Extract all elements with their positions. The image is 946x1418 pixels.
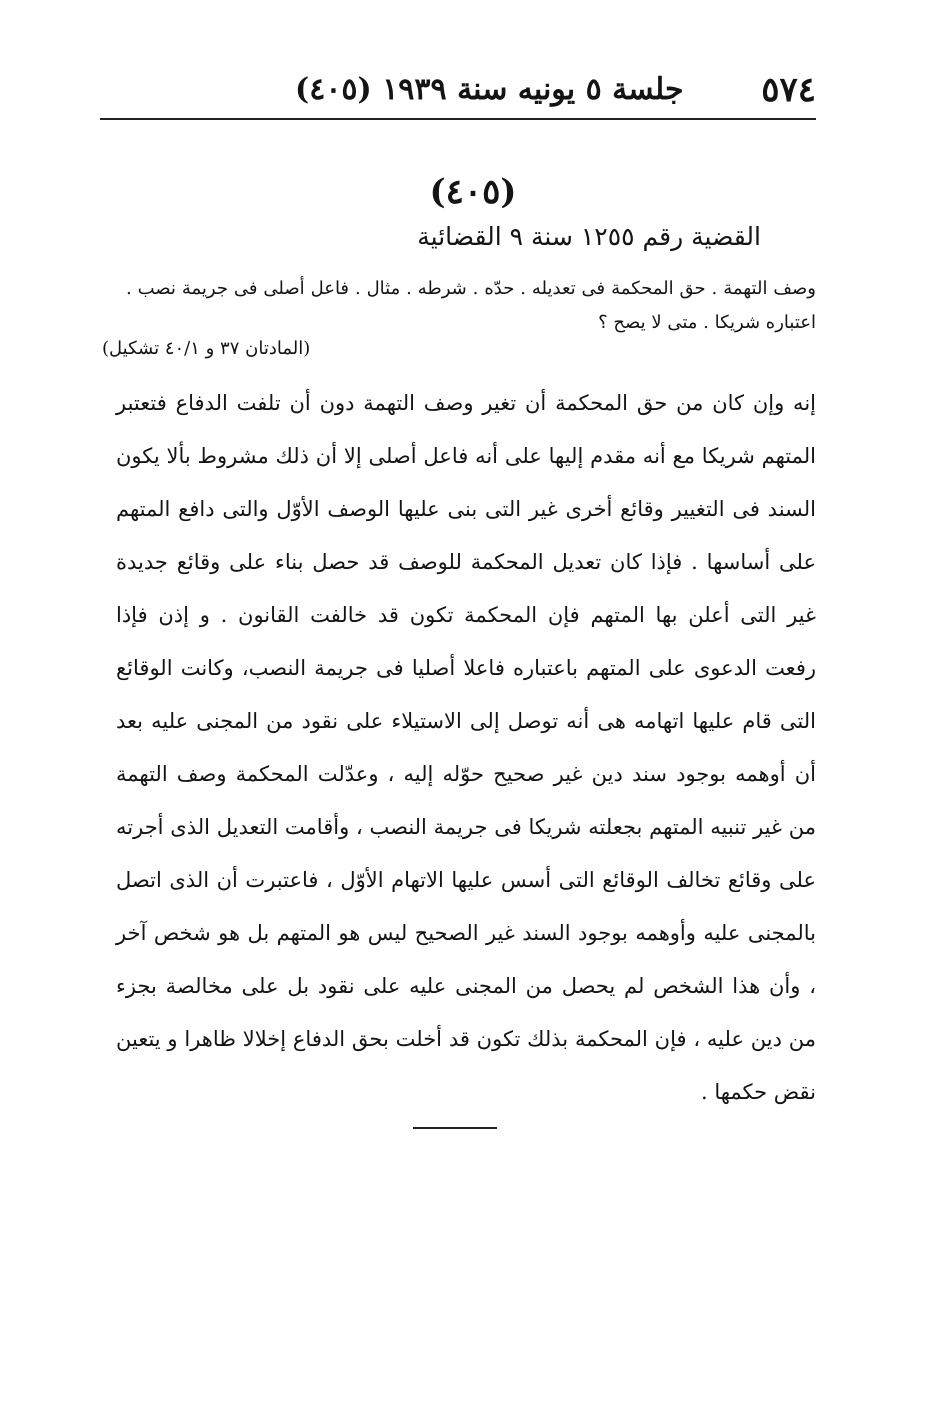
header-title: جلسة ٥ يونيه سنة ١٩٣٩ (٤٠٥): [295, 72, 684, 107]
ruling-number: (٤٠٥): [429, 172, 517, 212]
page-number: ٥٧٤: [761, 70, 816, 110]
cited-articles: (المادتان ٣٧ و ٤٠/١ تشكيل): [102, 338, 311, 359]
case-reference: القضية رقم ١٢٥٥ سنة ٩ القضائية: [417, 222, 761, 251]
headnote-keywords: وصف التهمة . حق المحكمة فى تعديله . حدّه . شرطه . مثال . فاعل أصلى فى جريمة نصب . اعتباره شريكا . متى لا يصح ؟: [126, 278, 816, 333]
end-divider: [413, 1127, 497, 1129]
ruling-body-paragraph: إنه وإن كان من حق المحكمة أن تغير وصف التهمة دون أن تلفت الدفاع فتعتبر المتهم شريكا مع أنه مقدم إليها على أنه فاعل أصلى إلا أن ذلك مشروط بألا يكون السند فى التغيير وقائع أخرى غير التى بنى عليها الوصف الأوّل والتى دافع المتهم على أساسها . فإذا كان تعديل المحكمة للوصف قد حصل بناء على وقائع جديدة غير التى أعلن بها المتهم فإن المحكمة تكون قد خالفت القانون . و إذن فإذا رفعت الدعوى على المتهم باعتباره فاعلا أصليا فى جريمة النصب، وكانت الوقائع التى قام عليها اتهامه هى أنه توصل إلى الاستيلاء على نقود من المجنى عليه بعد أن أوهمه بوجود سند دين غير صحيح حوّله إليه ، وعدّلت المحكمة وصف التهمة من غير تنبيه المتهم بجعلته شريكا فى جريمة النصب ، وأقامت التعديل الذى أجرته على وقائع تخالف الوقائع التى أسس عليها الاتهام الأوّل ، فاعتبرت أن الذى اتصل بالمجنى عليه وأوهمه بوجود السند غير الصحيح ليس هو المتهم بل هو شخص آخر ، وأن هذا الشخص لم يحصل من المجنى عليه على نقود بل على مخالصة بجزء من دين عليه ، فإن المحكمة بذلك تكون قد أخلت بحق الدفاع إخلالا ظاهرا و يتعين نقض حكمها .: [116, 391, 817, 1104]
running-header: [100, 62, 816, 120]
